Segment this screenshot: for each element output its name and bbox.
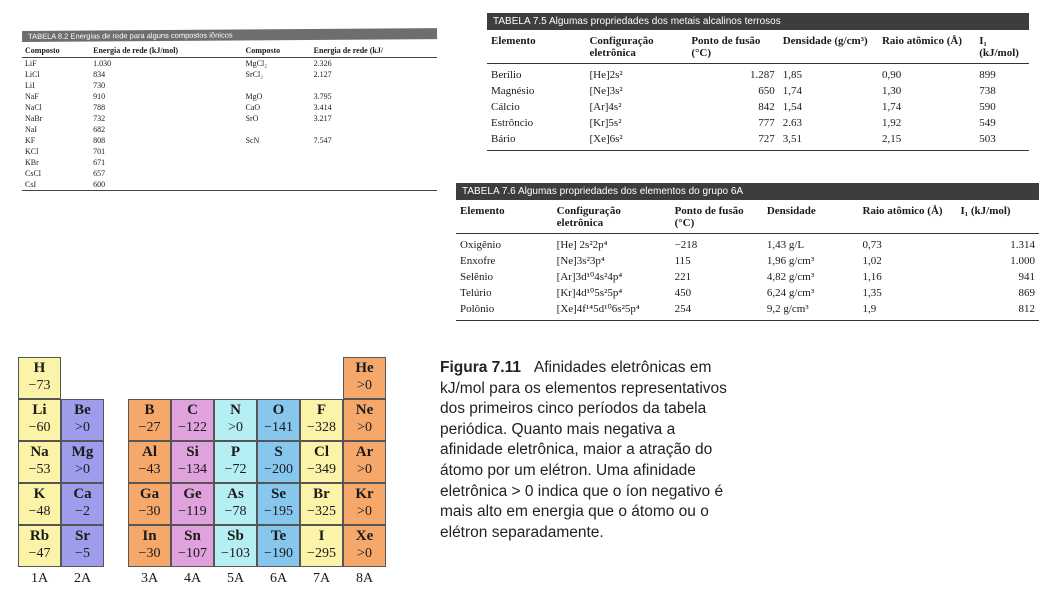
column-header: Ponto de fusão (°C) bbox=[671, 200, 763, 234]
table-row bbox=[487, 99, 1029, 115]
table-cell: 450 bbox=[674, 287, 692, 299]
table-row bbox=[22, 69, 437, 80]
table-cell: 842 bbox=[758, 101, 775, 113]
table-7-5 bbox=[487, 13, 1029, 151]
table-cell: 600 bbox=[90, 179, 242, 191]
electron-affinity-value: −47 bbox=[28, 546, 51, 561]
table-row bbox=[22, 113, 437, 124]
table-8-2-caption: TABELA 8.2 Energias de rede para alguns compostos iônicos bbox=[22, 28, 437, 42]
table-7-5-grid bbox=[487, 30, 1029, 151]
table-cell: 730 bbox=[93, 81, 106, 90]
element-symbol: As bbox=[227, 486, 244, 502]
table-cell: 1,85 bbox=[782, 69, 802, 81]
element-cell-rb bbox=[18, 525, 61, 567]
table-cell bbox=[311, 124, 437, 135]
table-cell: −218 bbox=[674, 239, 698, 251]
element-cell-ne bbox=[343, 399, 386, 441]
table-cell bbox=[243, 168, 311, 179]
element-cell-k bbox=[18, 483, 61, 525]
electron-affinity-value: >0 bbox=[228, 420, 243, 435]
table-cell: 3.217 bbox=[313, 114, 332, 123]
element-symbol: Ge bbox=[183, 486, 202, 502]
column-header: Energia de rede (kJ/mol) bbox=[90, 44, 242, 58]
table-cell: CsCl bbox=[25, 169, 42, 178]
table-cell bbox=[243, 157, 311, 168]
table-cell bbox=[243, 80, 311, 91]
group-label: 1A bbox=[30, 571, 49, 586]
electron-affinity-value: −73 bbox=[28, 378, 51, 393]
table-cell: CsI bbox=[22, 179, 90, 191]
table-cell: 834 bbox=[93, 70, 106, 79]
table-cell: 1,43 g/L bbox=[766, 239, 805, 251]
electron-affinity-value: >0 bbox=[75, 462, 90, 477]
table-row bbox=[22, 179, 437, 191]
table-cell: NaF bbox=[25, 92, 39, 101]
table-7-5-caption: TABELA 7.5 Algumas propriedades dos metais alcalinos terrosos bbox=[487, 13, 1029, 30]
column-header: I₁ (kJ/mol) bbox=[975, 30, 1029, 64]
element-cell-ca bbox=[61, 483, 104, 525]
table-row bbox=[487, 131, 1029, 151]
table-cell: 3,51 bbox=[779, 131, 878, 151]
table-row bbox=[22, 80, 437, 91]
table-cell: 549 bbox=[979, 117, 996, 129]
table-cell: 1.030 bbox=[93, 59, 112, 68]
element-symbol: He bbox=[355, 360, 374, 376]
element-symbol: Sr bbox=[75, 528, 90, 544]
table-cell: [Xe]4f¹⁴5d¹⁰6s²5p⁴ bbox=[553, 301, 671, 321]
electron-affinity-value: −72 bbox=[224, 462, 247, 477]
table-cell bbox=[311, 80, 437, 91]
table-cell: 657 bbox=[93, 169, 106, 178]
element-cell-kr bbox=[343, 483, 386, 525]
element-cell-al bbox=[128, 441, 171, 483]
element-cell-br bbox=[300, 483, 343, 525]
table-cell: 221 bbox=[674, 271, 692, 283]
element-symbol: C bbox=[187, 402, 198, 418]
table-cell: 808 bbox=[93, 136, 106, 145]
table-cell: NaCl bbox=[25, 103, 42, 112]
column-header: Raio atômico (Å) bbox=[878, 30, 975, 64]
element-cell-sr bbox=[61, 525, 104, 567]
table-cell: 1,96 g/cm³ bbox=[766, 255, 815, 267]
group-label: 8A bbox=[355, 571, 374, 586]
table-cell: [Ne]3s²3p⁴ bbox=[556, 255, 605, 267]
table-cell: Berílio bbox=[491, 69, 522, 81]
element-symbol: B bbox=[144, 402, 155, 418]
column-header: Composto bbox=[243, 44, 311, 58]
figure-caption-text: Afinidades eletrônicas em kJ/mol para os elementos representativos dos primeiros cinco períodos da tabela periódica. Quanto mais negativa a afinidade eletrônica, maior a atração do átomo por um elétron. Uma afinidade eletrônica > 0 indica que o íon negativo é mais alto em energia que o átomo ou o elétron separadamente. bbox=[440, 359, 727, 541]
element-cell-s bbox=[257, 441, 300, 483]
table-cell: LiI bbox=[25, 81, 35, 90]
table-cell: 1,92 bbox=[881, 117, 902, 129]
group-label: 6A bbox=[269, 571, 288, 586]
table-cell: 6,24 g/cm³ bbox=[766, 287, 815, 299]
element-symbol: N bbox=[230, 402, 241, 418]
table-cell: 1,9 bbox=[859, 301, 957, 321]
table-cell: 1.314 bbox=[1010, 239, 1035, 251]
table-cell: 2.63 bbox=[782, 117, 802, 129]
element-cell-cl bbox=[300, 441, 343, 483]
column-header: Configuração eletrônica bbox=[553, 200, 671, 234]
table-7-6-caption: TABELA 7.6 Algumas propriedades dos elementos do grupo 6A bbox=[456, 183, 1039, 200]
element-cell-n bbox=[214, 399, 257, 441]
table-cell: NaI bbox=[25, 125, 37, 134]
table-row bbox=[456, 269, 1039, 285]
table-cell: [Ar]3d¹⁰4s²4p⁴ bbox=[556, 271, 623, 283]
table-cell: [Ar]4s² bbox=[589, 101, 622, 113]
electron-affinity-value: −60 bbox=[28, 420, 51, 435]
electron-affinity-value: −200 bbox=[264, 462, 293, 477]
column-header: Configuração eletrônica bbox=[585, 30, 687, 64]
table-cell: 650 bbox=[758, 85, 775, 97]
table-8-2-grid bbox=[22, 44, 437, 191]
table-cell: Selênio bbox=[460, 271, 493, 283]
electron-affinity-value: −43 bbox=[138, 462, 161, 477]
element-symbol: Si bbox=[186, 444, 199, 460]
element-symbol: H bbox=[33, 360, 46, 376]
table-cell: 1,74 bbox=[881, 101, 902, 113]
group-label: 3A bbox=[140, 571, 159, 586]
table-cell: 9,2 g/cm³ bbox=[763, 301, 859, 321]
table-cell: Enxofre bbox=[460, 255, 496, 267]
table-7-6 bbox=[456, 183, 1039, 321]
table-cell: [Kr]4d¹⁰5s²5p⁴ bbox=[556, 287, 623, 299]
column-header: Densidade (g/cm³) bbox=[779, 30, 878, 64]
element-cell-sb bbox=[214, 525, 257, 567]
table-cell: 503 bbox=[975, 131, 1029, 151]
element-cell-se bbox=[257, 483, 300, 525]
table-cell: [He] 2s²2p⁴ bbox=[556, 239, 608, 251]
table-cell: 1,16 bbox=[862, 271, 882, 283]
table-row bbox=[456, 253, 1039, 269]
table-cell: Polônio bbox=[456, 301, 553, 321]
table-cell bbox=[311, 146, 437, 157]
table-row bbox=[487, 115, 1029, 131]
table-cell: SrO bbox=[245, 114, 259, 123]
column-header: Elemento bbox=[487, 30, 585, 64]
element-cell-li bbox=[18, 399, 61, 441]
table-cell: [Kr]5s² bbox=[589, 117, 622, 129]
group-label: 2A bbox=[73, 571, 92, 586]
element-cell-b bbox=[128, 399, 171, 441]
table-cell: 1,54 bbox=[782, 101, 802, 113]
element-symbol: Rb bbox=[29, 528, 50, 544]
table-row bbox=[22, 58, 437, 70]
electron-affinity-value: −349 bbox=[307, 462, 336, 477]
electron-affinity-value: −27 bbox=[138, 420, 161, 435]
table-cell: 2.127 bbox=[313, 70, 332, 79]
column-header: Ponto de fusão (°C) bbox=[687, 30, 778, 64]
column-header: Energia de rede (kJ/ bbox=[311, 44, 437, 58]
table-cell bbox=[311, 157, 437, 168]
table-cell: [Xe]6s² bbox=[585, 131, 687, 151]
table-cell: KCl bbox=[25, 147, 39, 156]
group-label: 4A bbox=[183, 571, 202, 586]
table-cell: 1,30 bbox=[881, 85, 902, 97]
electron-affinity-value: −141 bbox=[264, 420, 293, 435]
table-row bbox=[22, 157, 437, 168]
table-8-2 bbox=[22, 31, 437, 191]
table-cell: 869 bbox=[1018, 287, 1035, 299]
element-cell-h bbox=[18, 357, 61, 399]
element-symbol: Be bbox=[74, 402, 91, 418]
table-cell: KBr bbox=[25, 158, 39, 167]
table-cell: 738 bbox=[979, 85, 996, 97]
electron-affinity-value: −119 bbox=[178, 504, 207, 519]
electron-affinity-value: >0 bbox=[357, 420, 372, 435]
element-symbol: Mg bbox=[71, 444, 94, 460]
electron-affinity-value: −328 bbox=[307, 420, 336, 435]
element-symbol: Se bbox=[271, 486, 286, 502]
group-label: 5A bbox=[226, 571, 245, 586]
table-cell: NaBr bbox=[25, 114, 43, 123]
element-cell-xe bbox=[343, 525, 386, 567]
table-cell: ScN bbox=[245, 136, 260, 145]
table-row bbox=[22, 135, 437, 146]
table-cell: 812 bbox=[957, 301, 1039, 321]
element-symbol: Li bbox=[32, 402, 47, 418]
electron-affinity-value: −107 bbox=[178, 546, 207, 561]
electron-affinity-value: >0 bbox=[357, 462, 372, 477]
table-cell: 2,15 bbox=[878, 131, 975, 151]
element-cell-in bbox=[128, 525, 171, 567]
electron-affinity-value: >0 bbox=[357, 378, 372, 393]
table-row bbox=[22, 146, 437, 157]
table-cell: 590 bbox=[979, 101, 996, 113]
table-cell: 7.547 bbox=[313, 136, 332, 145]
electron-affinity-value: −103 bbox=[221, 546, 250, 561]
table-cell bbox=[243, 179, 311, 191]
table-cell: 1.287 bbox=[749, 69, 775, 81]
electron-affinity-value: −78 bbox=[224, 504, 247, 519]
table-cell: 254 bbox=[671, 301, 763, 321]
table-cell: 115 bbox=[674, 255, 691, 267]
element-symbol: Al bbox=[142, 444, 157, 460]
table-cell: LiCl bbox=[25, 70, 40, 79]
element-cell-sn bbox=[171, 525, 214, 567]
table-cell: LiF bbox=[25, 59, 37, 68]
element-cell-mg bbox=[61, 441, 104, 483]
electron-affinity-value: −2 bbox=[75, 504, 90, 519]
table-cell: 4,82 g/cm³ bbox=[766, 271, 815, 283]
electron-affinity-value: >0 bbox=[75, 420, 90, 435]
element-symbol: P bbox=[230, 444, 241, 460]
electron-affinity-value: −295 bbox=[307, 546, 336, 561]
element-symbol: F bbox=[316, 402, 327, 418]
table-cell: [Ne]3s² bbox=[589, 85, 623, 97]
element-symbol: Kr bbox=[355, 486, 374, 502]
table-cell: 777 bbox=[758, 117, 775, 129]
table-row bbox=[456, 234, 1039, 254]
table-row bbox=[487, 64, 1029, 84]
electron-affinity-value: −5 bbox=[75, 546, 90, 561]
element-cell-c bbox=[171, 399, 214, 441]
element-cell-na bbox=[18, 441, 61, 483]
table-cell: 899 bbox=[979, 69, 996, 81]
element-symbol: In bbox=[142, 528, 157, 544]
element-cell-i bbox=[300, 525, 343, 567]
column-header: I₁ (kJ/mol) bbox=[957, 200, 1039, 234]
element-symbol: Ne bbox=[355, 402, 374, 418]
table-cell: Cálcio bbox=[491, 101, 520, 113]
column-header: Raio atômico (Å) bbox=[859, 200, 957, 234]
table-cell: 0,73 bbox=[862, 239, 882, 251]
table-cell: 941 bbox=[1018, 271, 1035, 283]
element-cell-te bbox=[257, 525, 300, 567]
table-row bbox=[456, 285, 1039, 301]
table-cell: 3.414 bbox=[313, 103, 332, 112]
table-cell: Estrôncio bbox=[491, 117, 534, 129]
table-cell: 727 bbox=[687, 131, 778, 151]
table-cell: 3.795 bbox=[313, 92, 332, 101]
table-row bbox=[22, 102, 437, 113]
table-cell: 1,35 bbox=[862, 287, 882, 299]
electron-affinity-value: −190 bbox=[264, 546, 293, 561]
table-cell: 0,90 bbox=[881, 69, 902, 81]
table-cell: 910 bbox=[93, 92, 106, 101]
element-cell-be bbox=[61, 399, 104, 441]
element-symbol: O bbox=[272, 402, 285, 418]
table-cell: 671 bbox=[93, 158, 106, 167]
element-symbol: Ga bbox=[139, 486, 160, 502]
table-row bbox=[487, 83, 1029, 99]
table-cell: 1.000 bbox=[1010, 255, 1035, 267]
element-cell-ga bbox=[128, 483, 171, 525]
table-cell: KF bbox=[25, 136, 36, 145]
column-header: Densidade bbox=[763, 200, 859, 234]
element-symbol: Na bbox=[30, 444, 49, 460]
table-7-6-grid bbox=[456, 200, 1039, 321]
table-row bbox=[22, 91, 437, 102]
electron-affinity-value: −325 bbox=[307, 504, 336, 519]
table-cell: 732 bbox=[93, 114, 106, 123]
column-header: Elemento bbox=[456, 200, 553, 234]
element-symbol: Cl bbox=[314, 444, 329, 460]
figure-caption bbox=[440, 358, 730, 543]
table-cell: 701 bbox=[93, 147, 106, 156]
electron-affinity-value: >0 bbox=[357, 546, 372, 561]
table-cell: 1,02 bbox=[862, 255, 882, 267]
element-symbol: Br bbox=[313, 486, 330, 502]
element-cell-p bbox=[214, 441, 257, 483]
table-cell bbox=[311, 168, 437, 179]
element-symbol: K bbox=[33, 486, 46, 502]
table-cell: Bário bbox=[487, 131, 585, 151]
group-label: 7A bbox=[312, 571, 331, 586]
element-symbol: Ar bbox=[355, 444, 374, 460]
table-cell bbox=[243, 146, 311, 157]
table-cell: MgCl₂ bbox=[245, 59, 267, 68]
table-cell bbox=[243, 124, 311, 135]
table-cell: Telúrio bbox=[460, 287, 492, 299]
table-row bbox=[22, 124, 437, 135]
electron-affinity-value: >0 bbox=[357, 504, 372, 519]
column-header: Composto bbox=[22, 44, 90, 58]
table-cell: 1,74 bbox=[782, 85, 802, 97]
electron-affinity-value: −195 bbox=[264, 504, 293, 519]
figure-label: Figura 7.11 bbox=[440, 359, 521, 376]
table-row bbox=[456, 301, 1039, 321]
table-cell: Oxigênio bbox=[460, 239, 501, 251]
element-cell-ar bbox=[343, 441, 386, 483]
table-cell: SrCl₂ bbox=[245, 70, 263, 79]
electron-affinity-value: −134 bbox=[178, 462, 207, 477]
electron-affinity-value: −48 bbox=[28, 504, 51, 519]
element-cell-si bbox=[171, 441, 214, 483]
element-cell-as bbox=[214, 483, 257, 525]
table-cell: MgO bbox=[245, 92, 263, 101]
element-cell-ge bbox=[171, 483, 214, 525]
table-cell: Magnésio bbox=[491, 85, 535, 97]
table-cell: CaO bbox=[245, 103, 261, 112]
element-cell-o bbox=[257, 399, 300, 441]
table-cell: [He]2s² bbox=[589, 69, 623, 81]
electron-affinity-value: −30 bbox=[138, 504, 161, 519]
electron-affinity-value: −53 bbox=[28, 462, 51, 477]
element-symbol: Te bbox=[270, 528, 287, 544]
table-cell: 682 bbox=[93, 125, 106, 134]
electron-affinity-value: −30 bbox=[138, 546, 161, 561]
element-symbol: Sb bbox=[227, 528, 244, 544]
element-cell-he bbox=[343, 357, 386, 399]
table-cell: 2.326 bbox=[313, 59, 332, 68]
element-symbol: Ca bbox=[73, 486, 92, 502]
element-symbol: Xe bbox=[355, 528, 374, 544]
electron-affinity-value: −122 bbox=[178, 420, 207, 435]
element-symbol: S bbox=[274, 444, 283, 460]
element-symbol: I bbox=[318, 528, 325, 544]
table-cell: 788 bbox=[93, 103, 106, 112]
table-row bbox=[22, 168, 437, 179]
element-cell-f bbox=[300, 399, 343, 441]
table-cell bbox=[311, 179, 437, 191]
element-symbol: Sn bbox=[184, 528, 201, 544]
